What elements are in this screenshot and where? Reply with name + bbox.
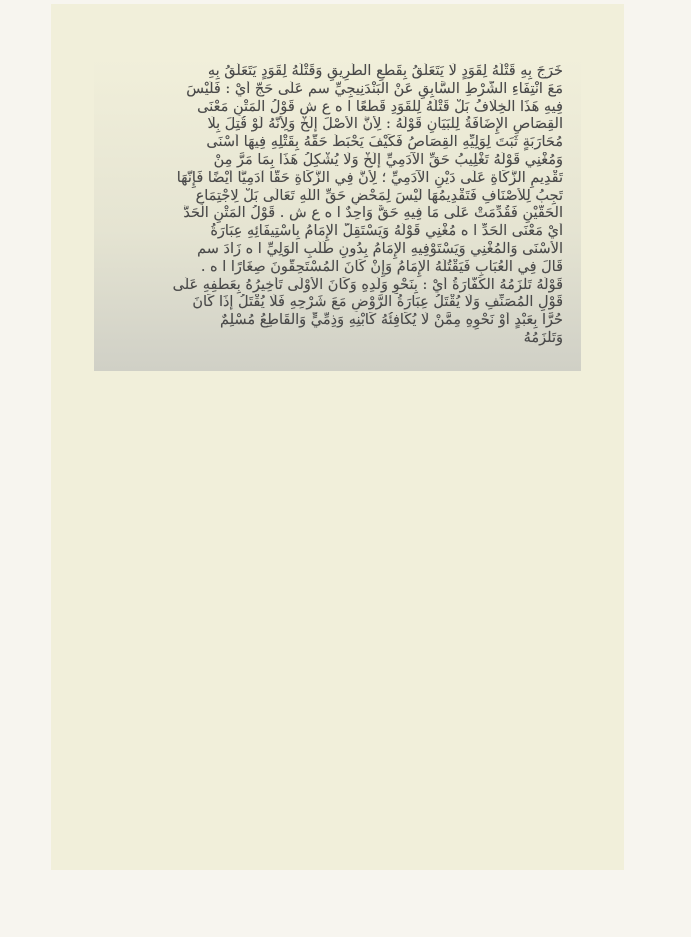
text-line-1: خَرَجَ بِهِ قَتْلُهُ لِقَوَدٍ لَا يَتَعَلَّقُ بِقَطْعِ الطَّرِيقِ وَقَتْلُهُ لِقَوَدٍ يَتَعَلَّقُ بِهِ bbox=[207, 63, 563, 79]
text-line-12: قَالَ فِي الْعُبَابِ فَيَقْتُلُهُ الْإِمَامُ وَإِنْ كَانَ الْمُسْتَحِقُّونَ صِغَارًا ا ه . bbox=[200, 258, 563, 275]
text-line-2: مَعَ انْتِفَاءِ الشَّرْطِ السَّابِقِ عَنْ الْبَنْدَنِيجِيِّ سم عَلَى حَجّ أَيْ : فَلَيْسَ bbox=[186, 80, 563, 97]
text-line-7: تَقْدِيمِ الزَّكَاةِ عَلَى دَيْنِ الْآدَمِيِّ ؛ لِأَنَّ فِي الزَّكَاةِ حَقًّا آدَمِيًّا أَيْضًا فَإِنَّهَا bbox=[176, 169, 563, 186]
text-line-16: وَتَلْزَمُهُ bbox=[523, 329, 563, 346]
text-line-14: قَوْلِ الْمُصَنِّفِ وَلَا يُقْتَلُ عِبَارَةُ الرَّوْضِ مَعَ شَرْحِهِ فَلَا يُقْتَلُ إذَا كَانَ bbox=[192, 294, 563, 311]
text-line-6: وَمُغْنِي قَوْلُهُ تَغْلِيبُ حَقِّ الْآدَمِيِّ إلَخْ وَلَا يُشْكِلُ هَذَا بِمَا مَرَّ مِنْ bbox=[213, 151, 563, 168]
text-line-10: أَيْ مَعْنَى الْحَدِّ ا ه مُغْنِي قَوْلُهُ وَيَسْتَقِلُّ الْإِمَامُ بِاسْتِيفَائِهِ عِبَارَةُ bbox=[210, 223, 563, 240]
text-line-11: الْأَسْنَى وَالْمُغْنِي وَيَسْتَوْفِيهِ الْإِمَامُ بِدُونِ طَلَبِ الْوَلِيِّ ا ه زَادَ سم bbox=[197, 240, 563, 257]
document-page bbox=[51, 4, 624, 870]
text-line-9: الْحَقَّيْنِ فَقُدِّمَتْ عَلَى مَا فِيهِ حَقٌّ وَاحِدٌ ا ه ع ش . قَوْلُ الْمَتْنِ الْحَدَّ bbox=[183, 205, 563, 222]
text-line-3: فِيهِ هَذَا الْخِلَافُ بَلْ قَتْلُهُ لِلْقَوَدِ قَطْعًا ا ه ع ش قَوْلُ الْمَتْنِ مَعْنَى bbox=[197, 98, 563, 115]
text-line-5: مُحَارَبَةٍ ثَبَتَ لِوَلِيِّهِ الْقِصَاصُ فَكَيْفَ يَحْبَطُ حَقُّهُ بِقَتْلِهِ فِيهَا أَسْنَى bbox=[206, 134, 563, 151]
text-line-4: الْقِصَاصِ الْإِضَافَةُ لِلْبَيَانِ قَوْلُهُ : لِأَنَّ الْأَصْلَ إلَخْ وَلِأَنَّهُ لَوْ قُتِلَ بِلَا bbox=[207, 116, 563, 133]
text-line-8: تَجِبُ لِلْأَصْنَافِ فَتَقْدِيمُهَا لَيْسَ لِمَحْضِ حَقِّ اللَّهِ تَعَالَى بَلْ لِاجْتِمَاعِ bbox=[195, 187, 563, 204]
arabic-text-block bbox=[94, 58, 581, 371]
text-line-15: حُرًّا بِعَبْدٍ أَوْ نَحْوِهِ مِمَّنْ لَا يُكَافِئُهُ كَابْنِهِ وَذِمِّيٍّ وَالْقَاطِعُ مُسْلِمٌ bbox=[219, 312, 563, 329]
text-lines bbox=[116, 63, 563, 348]
text-line-13: قَوْلُهُ تَلْزَمُهُ الْكَفَّارَةُ أَيْ : بِنَحْوِ وَلَدِهِ وَكَانَ الْأَوْلَى تَأْخِيرُهُ بِعَطْفِهِ عَلَى bbox=[172, 276, 563, 293]
